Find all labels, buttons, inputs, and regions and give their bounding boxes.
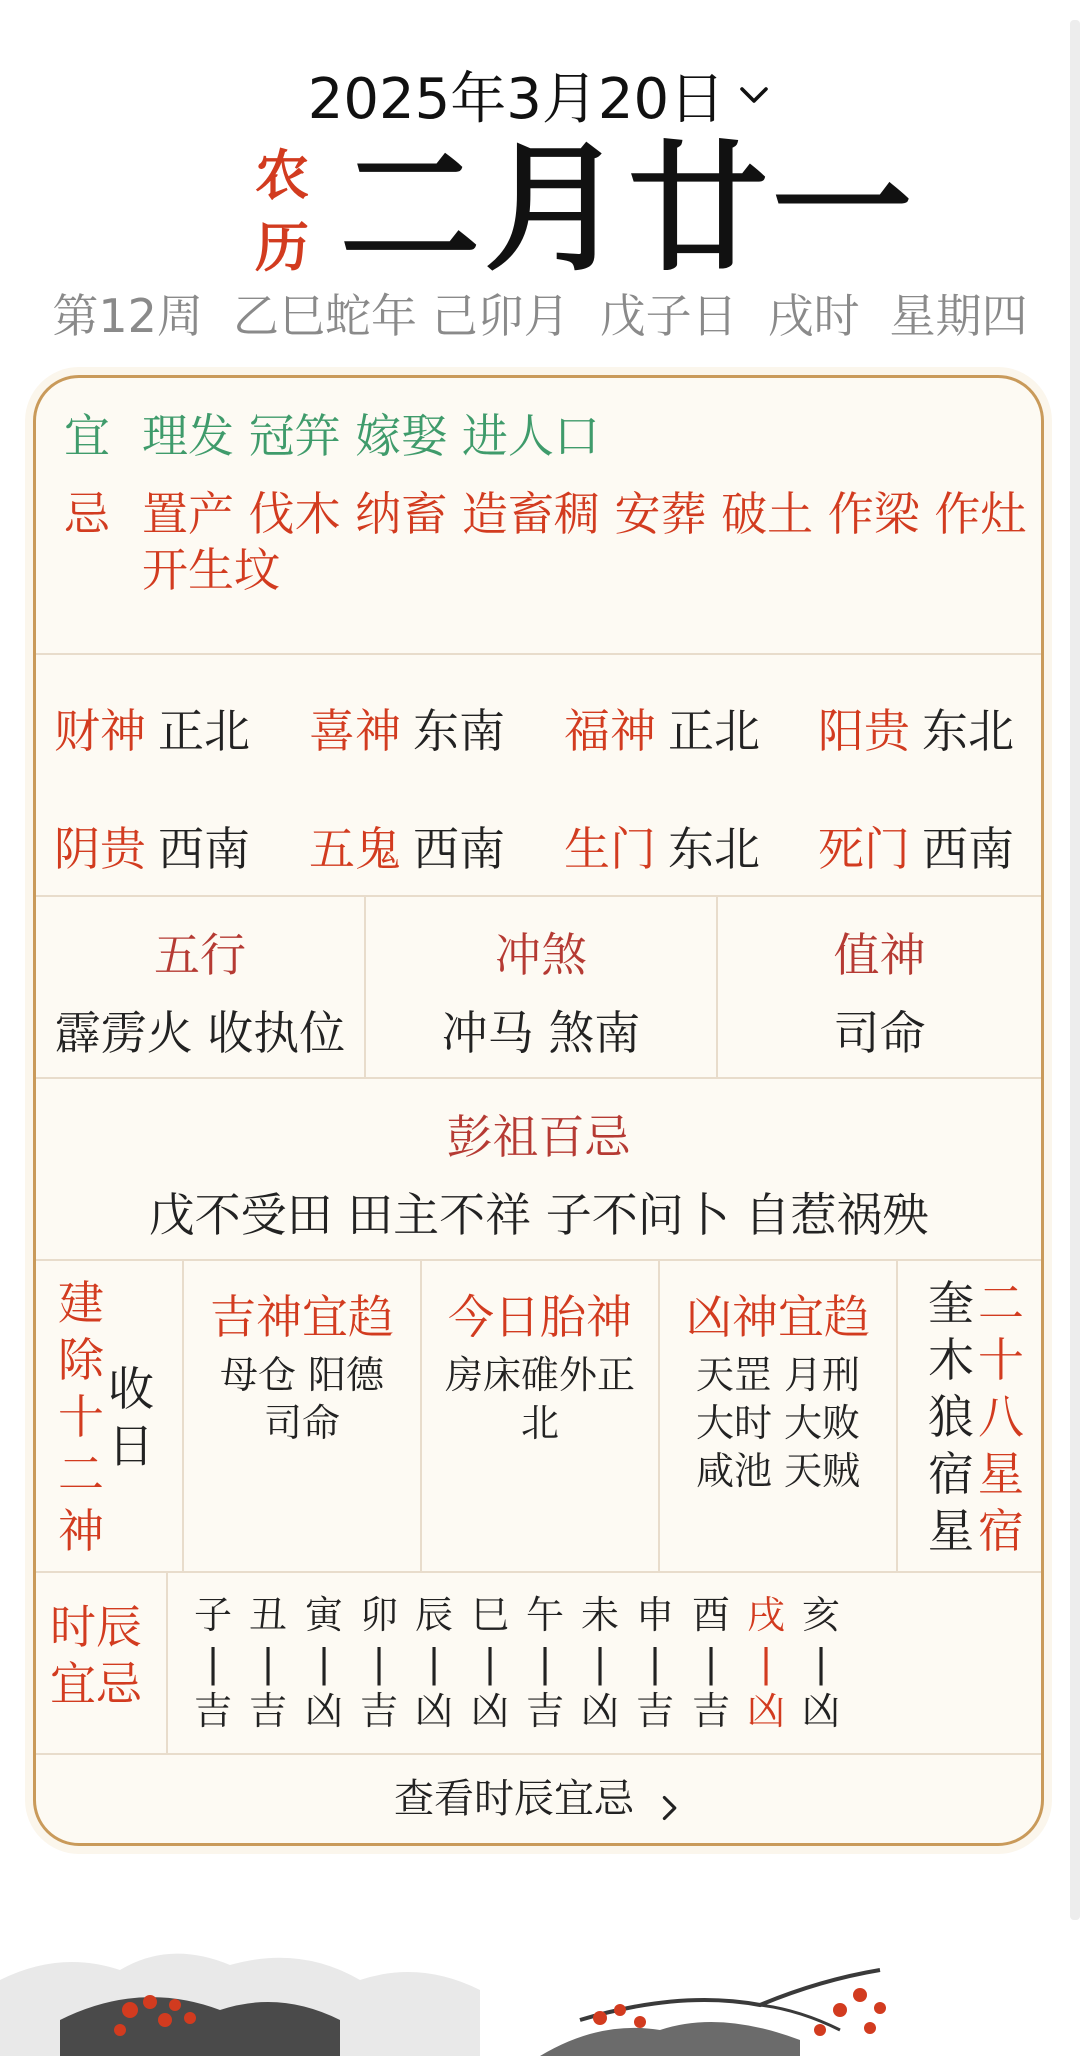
wuxing-title: 五行 xyxy=(154,928,246,982)
lunar-date-row xyxy=(0,128,1080,291)
god-direction-item: 阴贵 西南 xyxy=(54,822,250,876)
hour-branch: 戌 xyxy=(746,1593,785,1637)
hour-branch: 寅 xyxy=(304,1593,343,1637)
hour-sep: | xyxy=(814,1641,828,1685)
divider xyxy=(896,1261,898,1571)
yi-items: 理发 冠笄 嫁娶 进人口 xyxy=(142,409,600,463)
chongsha-title: 冲煞 xyxy=(495,928,587,982)
god-direction-item: 阳贵 东北 xyxy=(818,704,1014,758)
almanac-card xyxy=(33,375,1044,1846)
divider xyxy=(166,1573,168,1753)
hour-sep: | xyxy=(483,1641,497,1685)
date-selector[interactable] xyxy=(0,55,1080,135)
xiu-value: 奎 木 狼 宿 星 xyxy=(928,1276,974,1558)
zhishen-value: 司命 xyxy=(833,1006,926,1060)
hour-luck: 吉 xyxy=(635,1689,674,1733)
jishen-body: 母仓 阳德 司命 xyxy=(219,1353,385,1445)
hour-sep: | xyxy=(206,1641,220,1685)
hour-luck: 凶 xyxy=(470,1689,509,1733)
jishen-title: 吉神宜趋 xyxy=(210,1290,394,1344)
hour-item xyxy=(460,1591,520,1735)
pengzu-section xyxy=(36,1079,1041,1261)
zhishen-cell xyxy=(718,897,1041,1077)
lunar-tag-char: 历 xyxy=(255,216,309,279)
jianchu-value: 收 日 xyxy=(108,1362,154,1473)
hour-branch: 子 xyxy=(193,1593,232,1637)
lunar-tag xyxy=(252,140,312,284)
hour-branch: 亥 xyxy=(801,1593,840,1637)
date-text[interactable]: 2025年3月20日 xyxy=(307,67,726,132)
hour-branch: 未 xyxy=(580,1593,619,1637)
chevron-right-icon[interactable] xyxy=(655,1794,683,1822)
hour-luck: 凶 xyxy=(746,1689,785,1733)
xiu-label: 二 十 八 星 宿 xyxy=(978,1276,1024,1558)
pengzu-title: 彭祖百忌 xyxy=(446,1110,631,1164)
hour-sep: | xyxy=(704,1641,718,1685)
god-direction-item: 生门 东北 xyxy=(564,822,760,876)
hour-item xyxy=(570,1591,630,1735)
hour-item xyxy=(681,1591,741,1735)
lunar-tag-char: 农 xyxy=(255,144,309,207)
shensha-section xyxy=(36,1261,1041,1573)
hour-sep: | xyxy=(759,1641,773,1685)
god-direction-item: 财神 正北 xyxy=(54,704,250,758)
hour-item xyxy=(515,1591,575,1735)
god-direction-item: 五鬼 西南 xyxy=(309,822,505,876)
hour-sep: | xyxy=(261,1641,275,1685)
taishen-title: 今日胎神 xyxy=(448,1290,632,1344)
hour-sep: | xyxy=(538,1641,552,1685)
gods-directions xyxy=(36,655,1041,897)
hour-sep: | xyxy=(372,1641,386,1685)
xiongshen-body: 天罡 月刑 大时 大败 咸池 天贼 xyxy=(695,1353,861,1493)
yiji-section xyxy=(36,378,1041,655)
hour-item xyxy=(736,1591,796,1735)
hour-luck: 吉 xyxy=(193,1689,232,1733)
view-hours-label[interactable]: 查看时辰宜忌 xyxy=(393,1776,634,1822)
hour-item xyxy=(625,1591,685,1735)
hour-item xyxy=(294,1591,354,1735)
sub-info-row xyxy=(0,280,1080,346)
god-direction-item: 死门 西南 xyxy=(818,822,1014,876)
jianchu-label: 建 除 十 二 神 xyxy=(58,1276,104,1558)
hour-item xyxy=(238,1591,298,1735)
hour-sep: | xyxy=(427,1641,441,1685)
ink-landscape-illustration xyxy=(0,1910,1080,2056)
week-number: 第12周 xyxy=(52,289,203,343)
taishen-body: 房床碓外正 北 xyxy=(444,1353,635,1445)
hour-item xyxy=(791,1591,851,1735)
hour-luck: 凶 xyxy=(580,1689,619,1733)
god-direction-item: 福神 正北 xyxy=(564,704,760,758)
hour-luck: 吉 xyxy=(359,1689,398,1733)
xiongshen-title: 凶神宜趋 xyxy=(686,1290,870,1344)
current-hour: 戌时 xyxy=(767,289,860,343)
chongsha-cell xyxy=(366,897,716,1077)
hour-branch: 酉 xyxy=(691,1593,730,1637)
hour-item xyxy=(183,1591,243,1735)
hour-branch: 丑 xyxy=(248,1593,287,1637)
ji-items: 置产 伐木 纳畜 造畜稠 安葬 破土 作梁 作灶 开生坟 xyxy=(142,487,1027,597)
yi-label: 宜 xyxy=(64,409,110,463)
wuxing-cell xyxy=(36,897,364,1077)
ji-label: 忌 xyxy=(64,487,110,541)
hour-item xyxy=(404,1591,464,1735)
chevron-down-icon[interactable] xyxy=(736,77,772,113)
hour-branch: 申 xyxy=(635,1593,674,1637)
hour-branch: 卯 xyxy=(359,1593,398,1637)
pengzu-value: 戊不受田 田主不祥 子不问卜 自惹祸殃 xyxy=(148,1188,929,1242)
god-direction-item: 喜神 东南 xyxy=(309,704,505,758)
weekday: 星期四 xyxy=(889,289,1028,343)
hour-branch: 辰 xyxy=(414,1593,453,1637)
hour-luck: 凶 xyxy=(414,1689,453,1733)
wuxing-chongsha-zhishen xyxy=(36,897,1041,1079)
hour-sep: | xyxy=(317,1641,331,1685)
hour-item xyxy=(349,1591,409,1735)
hour-luck: 吉 xyxy=(525,1689,564,1733)
lunar-date: 二月廿一 xyxy=(340,128,917,291)
hour-sep: | xyxy=(593,1641,607,1685)
hours-section xyxy=(36,1573,1041,1755)
zhishen-title: 值神 xyxy=(833,928,926,982)
hour-luck: 吉 xyxy=(248,1689,287,1733)
hour-sep: | xyxy=(648,1641,662,1685)
ji-line xyxy=(64,486,1042,598)
hours-label: 时辰 宜忌 xyxy=(50,1600,142,1711)
view-hours-button[interactable] xyxy=(36,1755,1041,1843)
ganzhi-year-month: 乙巳蛇年 己卯月 xyxy=(232,289,570,343)
hour-luck: 凶 xyxy=(801,1689,840,1733)
wuxing-value: 霹雳火 收执位 xyxy=(54,1006,346,1060)
hour-luck: 吉 xyxy=(691,1689,730,1733)
chongsha-value: 冲马 煞南 xyxy=(441,1006,641,1060)
yi-line xyxy=(64,408,1042,464)
ganzhi-day: 戊子日 xyxy=(599,289,738,343)
hour-branch: 午 xyxy=(525,1593,564,1637)
hour-branch: 巳 xyxy=(470,1593,509,1637)
hour-luck: 凶 xyxy=(304,1689,343,1733)
